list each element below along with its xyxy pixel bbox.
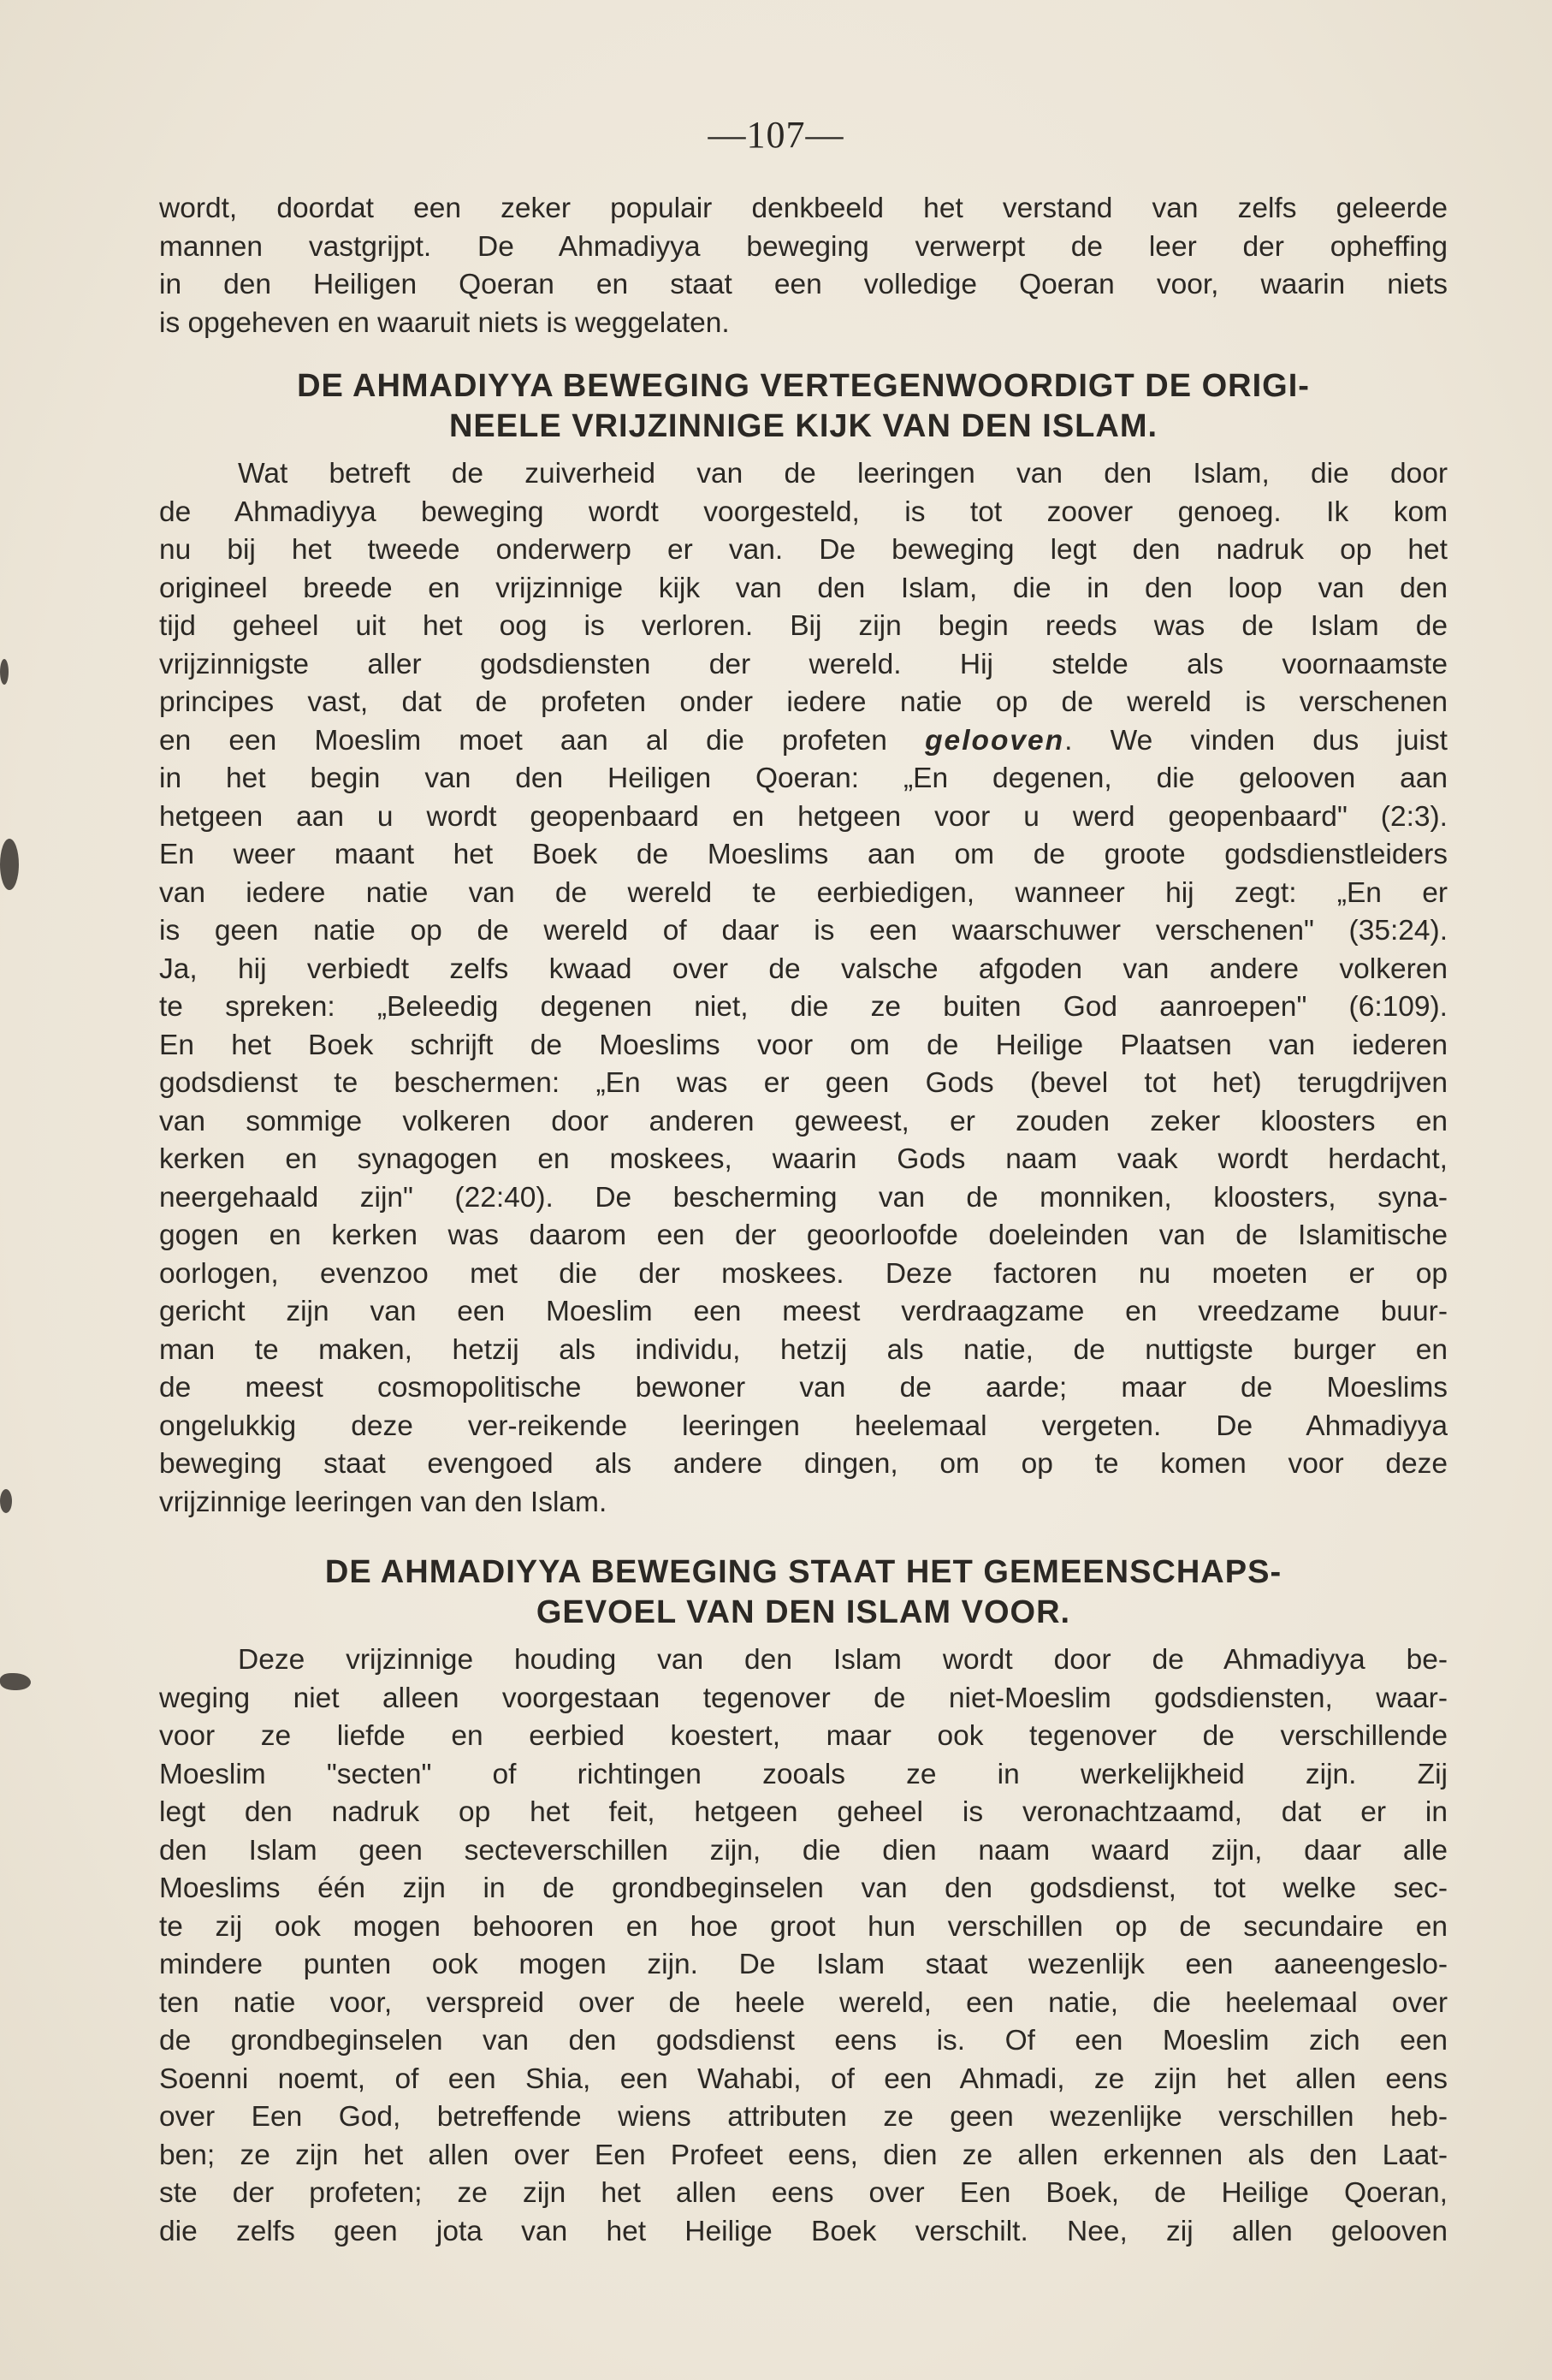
text-line: hetgeen aan u wordt geopenbaard en hetgeen voor u werd geopenbaard" (2:3). [159, 800, 1448, 833]
text-line: ten natie voor, verspreid over de heele wereld, een natie, die heelemaal over [159, 1986, 1448, 2019]
text-line: En het Boek schrijft de Moeslims voor om de Heilige Plaatsen van iederen [159, 1029, 1448, 1061]
text-line: ongelukkig deze ver-reikende leeringen heelemaal vergeten. De Ahmadiyya [159, 1410, 1448, 1442]
text-line: in het begin van den Heiligen Qoeran: „En degenen, die gelooven aan [159, 763, 1448, 794]
text-line: in den Heiligen Qoeran en staat een volledige Qoeran voor, waarin niets [159, 269, 1448, 300]
text-fragment: . We vinden dus juist [1064, 724, 1448, 757]
text-line: te zij ook mogen behooren en hoe groot hun verschillen op de secundaire en [159, 1910, 1448, 1943]
ink-mark [0, 1673, 31, 1690]
text-line: Deze vrijzinnige houding van den Islam wordt door de Ahmadiyya be- [238, 1644, 1448, 1676]
text-line-with-emphasis [159, 722, 1448, 761]
text-line: mindere punten ook mogen zijn. De Islam staat wezenlijk een aaneengeslo- [159, 1949, 1448, 1980]
text-line: die zelfs geen jota van het Heilige Boek verschilt. Nee, zij allen gelooven [159, 2215, 1448, 2247]
text-line: wordt, doordat een zeker populair denkbeeld het verstand van zelfs geleerde [159, 193, 1448, 224]
text-line: Soenni noemt, of een Shia, een Wahabi, of een Ahmadi, ze zijn het allen eens [159, 2062, 1448, 2095]
text-line: godsdienst te beschermen: „En was er geen Gods (bevel tot het) terugdrijven [159, 1067, 1448, 1099]
heading-line: DE AHMADIYYA BEWEGING VERTEGENWOORDIGT DE ORIGI- [297, 368, 1310, 404]
section-heading-original-liberal-view [159, 366, 1448, 447]
text-line: Wat betreft de zuiverheid van de leeringen van den Islam, die door [238, 458, 1448, 490]
heading-line: GEVOEL VAN DEN ISLAM VOOR. [536, 1594, 1071, 1630]
heading-line: NEELE VRIJZINNIGE KIJK VAN DEN ISLAM. [448, 408, 1158, 444]
ink-mark [0, 1489, 12, 1513]
ink-mark [0, 839, 19, 890]
page-content [159, 190, 1448, 2251]
emphasized-word: gelooven [925, 724, 1065, 757]
text-line: Moeslims één zijn in de grondbeginselen van den godsdienst, tot welke sec- [159, 1873, 1448, 1904]
text-fragment: en een Moeslim moet aan al die profeten [159, 724, 926, 757]
text-line: vrijzinnige leeringen van den Islam. [159, 1486, 607, 1518]
text-line: man te maken, hetzij als individu, hetzij als natie, de nuttigste burger en [159, 1333, 1448, 1366]
text-line: mannen vastgrijpt. De Ahmadiyya beweging verwerpt de leer der opheffing [159, 230, 1448, 263]
text-line: neergehaald zijn" (22:40). De bescherming van de monniken, kloosters, syna- [159, 1181, 1448, 1214]
text-line: legt den nadruk op het feit, hetgeen geheel is veronachtzaamd, dat er in [159, 1796, 1448, 1828]
text-line: den Islam geen secteverschillen zijn, die dien naam waard zijn, daar alle [159, 1834, 1448, 1867]
text-line: ste der profeten; ze zijn het allen eens over Een Boek, de Heilige Qoeran, [159, 2177, 1448, 2209]
text-line: oorlogen, evenzoo met die der moskees. Deze factoren nu moeten er op [159, 1257, 1448, 1290]
text-line: voor ze liefde en eerbied koestert, maar ook tegenover de verschillende [159, 1720, 1448, 1752]
paragraph-continuation [159, 190, 1448, 342]
text-line: origineel breede en vrijzinnige kijk van den Islam, die in den loop van den [159, 572, 1448, 604]
section-heading-community-feeling [159, 1552, 1448, 1633]
text-line: is opgeheven en waaruit niets is weggelaten. [159, 306, 730, 339]
text-line: principes vast, dat de profeten onder iedere natie op de wereld is verschenen [159, 686, 1448, 718]
text-line: vrijzinnigste aller godsdiensten der wereld. Hij stelde als voornaamste [159, 648, 1448, 680]
text-line: van sommige volkeren door anderen geweest, er zouden zeker kloosters en [159, 1105, 1448, 1137]
text-line: weging niet alleen voorgestaan tegenover de niet-Moeslim godsdiensten, waar- [159, 1682, 1448, 1714]
text-line: nu bij het tweede onderwerp er van. De beweging legt den nadruk op het [159, 534, 1448, 566]
text-line: is geen natie op de wereld of daar is een waarschuwer verschenen" (35:24). [159, 915, 1448, 947]
text-line: Ja, hij verbiedt zelfs kwaad over de valsche afgoden van andere volkeren [159, 953, 1448, 985]
text-line: over Een God, betreffende wiens attributen ze geen wezenlijke verschillen heb- [159, 2101, 1448, 2133]
text-line: En weer maant het Boek de Moeslims aan om de groote godsdienstleiders [159, 839, 1448, 870]
text-line: beweging staat evengoed als andere dingen, om op te komen voor deze [159, 1448, 1448, 1480]
paragraph-community-feeling [159, 1641, 1448, 2251]
text-line: gericht zijn van een Moeslim een meest verdraagzame en vreedzame buur- [159, 1296, 1448, 1327]
paragraph-liberal-view [159, 455, 1448, 1522]
text-line: ben; ze zijn het allen over Een Profeet eens, dien ze allen erkennen als den Laat- [159, 2139, 1448, 2171]
text-line: gogen en kerken was daarom een der geoorloofde doeleinden van de Islamitische [159, 1220, 1448, 1251]
text-line: de Ahmadiyya beweging wordt voorgesteld, is tot zoover genoeg. Ik kom [159, 496, 1448, 528]
text-line: de grondbeginselen van den godsdienst eens is. Of een Moeslim zich een [159, 2025, 1448, 2057]
heading-line: DE AHMADIYYA BEWEGING STAAT HET GEMEENSCHAPS- [324, 1554, 1282, 1590]
text-line: te spreken: „Beleedig degenen niet, die ze buiten God aanroepen" (6:109). [159, 991, 1448, 1023]
ink-mark [0, 659, 9, 685]
text-line: Moeslim "secten" of richtingen zooals ze in werkelijkheid zijn. Zij [159, 1758, 1448, 1790]
page-number: —107— [708, 114, 844, 156]
text-line: kerken en synagogen en moskees, waarin Gods naam vaak wordt herdacht, [159, 1143, 1448, 1175]
text-line: van iedere natie van de wereld te eerbiedigen, wanneer hij zegt: „En er [159, 876, 1448, 909]
text-line: tijd geheel uit het oog is verloren. Bij zijn begin reeds was de Islam de [159, 610, 1448, 642]
text-line: de meest cosmopolitische bewoner van de aarde; maar de Moeslims [159, 1372, 1448, 1404]
